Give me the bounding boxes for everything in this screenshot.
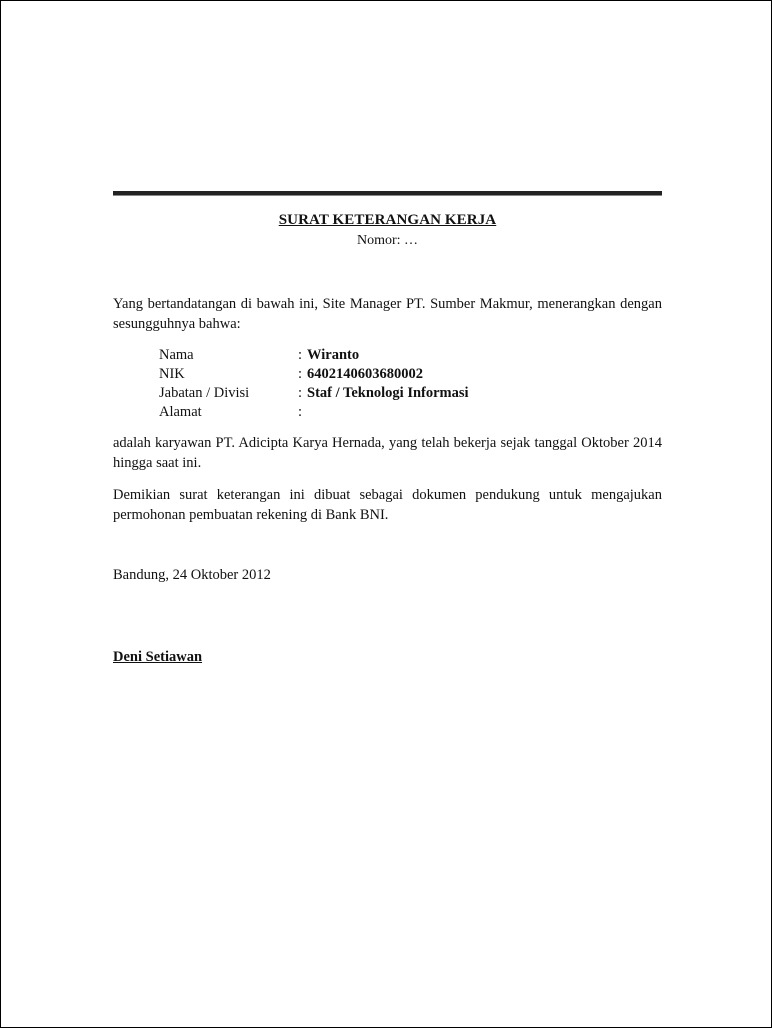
identity-label: Nama xyxy=(159,347,194,363)
identity-colon: : xyxy=(298,404,303,420)
identity-colon: : xyxy=(298,347,303,363)
identity-row-name xyxy=(159,346,619,365)
identity-label: Jabatan / Divisi xyxy=(159,385,250,401)
identity-value: 6402140603680002 xyxy=(307,366,423,382)
identity-table xyxy=(159,346,619,422)
intro-paragraph: Yang bertandatangan di bawah ini, Site Manager PT. Sumber Makmur, menerangkan dengan sesungguhnya bahwa: xyxy=(113,296,662,332)
signatory-name: Deni Setiawan xyxy=(113,649,203,665)
identity-label: Alamat xyxy=(159,404,202,420)
identity-colon: : xyxy=(298,366,303,382)
identity-label: NIK xyxy=(159,366,185,382)
identity-value: Wiranto xyxy=(307,347,360,363)
identity-colon: : xyxy=(298,385,303,401)
letter-number: Nomor: … xyxy=(356,233,419,248)
identity-row-position xyxy=(159,384,619,403)
letter-title: SURAT KETERANGAN KERJA xyxy=(278,212,497,228)
place-and-date: Bandung, 24 Oktober 2012 xyxy=(113,567,271,583)
employment-paragraph: adalah karyawan PT. Adicipta Karya Hernada, yang telah bekerja sejak tanggal Oktober 2014 hingga saat ini. xyxy=(113,435,662,471)
closing-paragraph: Demikian surat keterangan ini dibuat sebagai dokumen pendukung untuk mengajukan permohonan pembuatan rekening di Bank BNI. xyxy=(113,487,662,523)
letterhead-divider xyxy=(113,191,662,196)
identity-row-address xyxy=(159,403,619,422)
identity-row-nik xyxy=(159,365,619,384)
identity-value: Staf / Teknologi Informasi xyxy=(307,385,469,401)
